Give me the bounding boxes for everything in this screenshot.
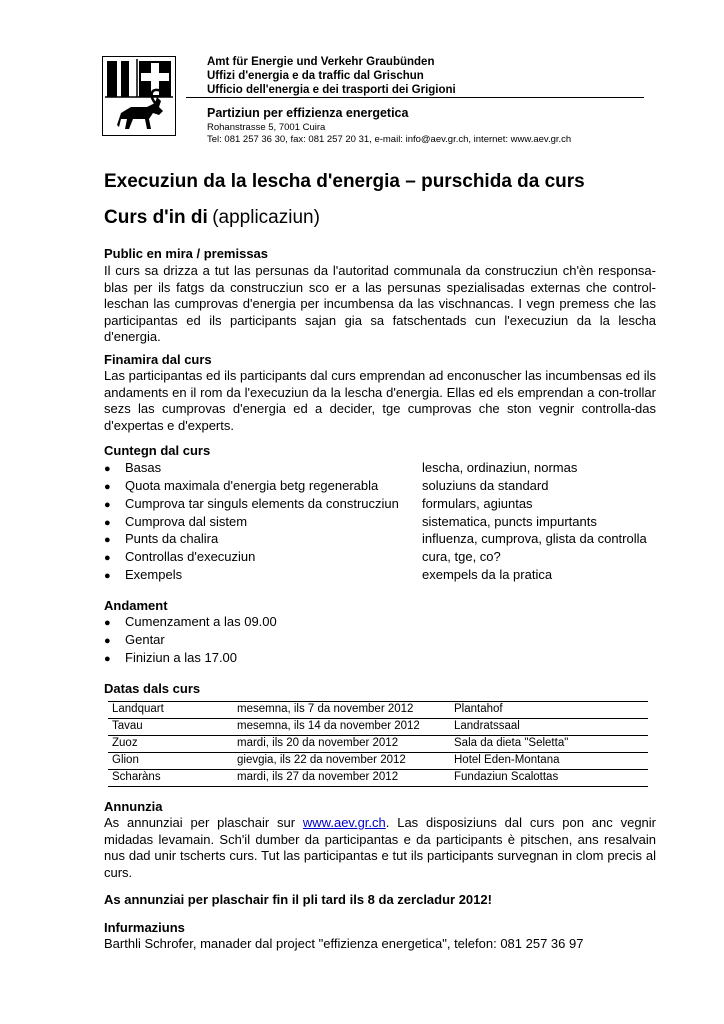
table-row bbox=[108, 736, 648, 753]
bullet-icon: ● bbox=[104, 481, 111, 493]
date-place: Glion bbox=[108, 753, 233, 770]
canton-coat-of-arms-logo bbox=[102, 56, 176, 136]
contact-line: Tel: 081 257 36 30, fax: 081 257 20 31, e-mail: info@aev.gr.ch, internet: www.aev.gr.ch bbox=[207, 134, 572, 145]
date-venue: Hotel Eden-Montana bbox=[450, 753, 648, 770]
bullet-icon: ● bbox=[104, 617, 111, 629]
content-detail: soluziuns da standard bbox=[422, 478, 549, 493]
schedule-item bbox=[104, 632, 111, 649]
content-topic: Quota maximala d'energia betg regenerabla bbox=[125, 478, 379, 493]
content-list-item bbox=[104, 514, 111, 531]
content-detail: exempels da la pratica bbox=[422, 567, 553, 582]
section-text-annunzia bbox=[104, 815, 656, 881]
content-detail: influenza, cumprova, glista da controlla bbox=[422, 531, 647, 546]
section-heading-infurmaziuns: Infurmaziuns bbox=[104, 920, 185, 935]
date-venue: Sala da dieta "Seletta" bbox=[450, 736, 648, 753]
content-list-item bbox=[104, 531, 111, 548]
table-row bbox=[108, 719, 648, 736]
content-detail: cura, tge, co? bbox=[422, 549, 501, 564]
date-place: Scharàns bbox=[108, 770, 233, 787]
date-place: Landquart bbox=[108, 702, 233, 719]
section-heading-public: Public en mira / premissas bbox=[104, 246, 269, 261]
date-venue: Landratssaal bbox=[450, 719, 648, 736]
content-topic: Cumprova dal sistem bbox=[125, 514, 248, 529]
bullet-icon: ● bbox=[104, 517, 111, 529]
contact-person: Barthli Schrofer, manader dal project "effizienza energetica", telefon: 081 257 36 97 bbox=[104, 936, 584, 951]
section-heading-andament: Andament bbox=[104, 598, 168, 613]
schedule-item bbox=[104, 614, 111, 631]
bullet-icon: ● bbox=[104, 570, 111, 582]
date-day: mardi, ils 27 da november 2012 bbox=[233, 770, 450, 787]
schedule-text: Finiziun a las 17.00 bbox=[125, 650, 238, 665]
registration-deadline: As annunziai per plaschair fin il pli tard ils 8 da zercladur 2012! bbox=[104, 892, 492, 907]
date-place: Tavau bbox=[108, 719, 233, 736]
department-name: Partiziun per effizienza energetica bbox=[207, 106, 409, 120]
date-place: Zuoz bbox=[108, 736, 233, 753]
date-day: mesemna, ils 14 da november 2012 bbox=[233, 719, 450, 736]
content-detail: formulars, agiuntas bbox=[422, 496, 533, 511]
bullet-icon: ● bbox=[104, 552, 111, 564]
date-venue: Plantahof bbox=[450, 702, 648, 719]
course-dates-table bbox=[108, 701, 648, 787]
section-heading-datas: Datas dals curs bbox=[104, 681, 201, 696]
document-title: Execuziun da la lescha d'energia – purschida da curs bbox=[104, 171, 585, 192]
org-name-de: Amt für Energie und Verkehr Graubünden bbox=[207, 56, 435, 68]
org-name-it: Ufficio dell'energia e dei trasporti dei Grigioni bbox=[207, 84, 456, 96]
bullet-icon: ● bbox=[104, 635, 111, 647]
schedule-text: Cumenzament a las 09.00 bbox=[125, 614, 277, 629]
content-topic: Punts da chalira bbox=[125, 531, 219, 546]
table-row bbox=[108, 770, 648, 787]
date-day: gievgia, ils 22 da november 2012 bbox=[233, 753, 450, 770]
section-text-public: Il curs sa drizza a tut las persunas da l'autoritad communala da construcziun ch'èn responsa-blas per ils fatgs da construcziun sco er a las persunas spezialisadas externas che control-leschan las cumprovas d'energia per incumbensa da las vischnancas. I vegn premess che las participantas ed ils participants sajan gia sa fatschentads cun l'execuziun da la lescha d'energia. bbox=[104, 263, 656, 344]
content-detail: sistematica, puncts impurtants bbox=[422, 514, 597, 529]
content-list-item bbox=[104, 549, 111, 566]
section-text-finamira: Las participantas ed ils participants dal curs emprendan ad enconuscher las incumbensas ed ils andaments en il rom da l'execuziun da la lescha d'energia. Ellas ed els emprendan a con-trollar sezs las cumprovas d'energia ed a decider, tge cumprovas che ston vegnir controlla-das d'expertas e d'experts. bbox=[104, 368, 656, 433]
bullet-icon: ● bbox=[104, 463, 111, 475]
content-list-item bbox=[104, 567, 111, 584]
content-topic: Exempels bbox=[125, 567, 183, 582]
content-topic: Cumprova tar singuls elements da construcziun bbox=[125, 496, 399, 511]
date-venue: Fundaziun Scalottas bbox=[450, 770, 648, 787]
header-rule bbox=[186, 97, 644, 98]
date-day: mesemna, ils 7 da november 2012 bbox=[233, 702, 450, 719]
date-day: mardi, ils 20 da november 2012 bbox=[233, 736, 450, 753]
schedule-text: Gentar bbox=[125, 632, 165, 647]
bullet-icon: ● bbox=[104, 534, 111, 546]
table-row bbox=[108, 702, 648, 719]
website-link[interactable]: www.aev.gr.ch bbox=[302, 815, 386, 830]
content-topic: Controllas d'execuziun bbox=[125, 549, 256, 564]
annunzia-text-before: As annunziai per plaschair sur bbox=[104, 815, 303, 830]
content-list-item bbox=[104, 460, 111, 477]
schedule-item bbox=[104, 650, 111, 667]
content-list-item bbox=[104, 496, 111, 513]
subtitle-normal: (applicaziun) bbox=[212, 207, 320, 228]
org-name-rm: Uffizi d'energia e da traffic dal Grischun bbox=[207, 70, 424, 82]
section-heading-annunzia: Annunzia bbox=[104, 799, 163, 814]
table-row bbox=[108, 753, 648, 770]
course-subtitle bbox=[104, 207, 320, 229]
content-list-item bbox=[104, 478, 111, 495]
bullet-icon: ● bbox=[104, 653, 111, 665]
address: Rohanstrasse 5, 7001 Cuira bbox=[207, 122, 326, 133]
content-detail: lescha, ordinaziun, normas bbox=[422, 460, 578, 475]
content-topic: Basas bbox=[125, 460, 162, 475]
section-heading-finamira: Finamira dal curs bbox=[104, 352, 212, 367]
section-heading-cuntegn: Cuntegn dal curs bbox=[104, 443, 211, 458]
subtitle-bold: Curs d'in di bbox=[104, 207, 208, 228]
annunzia-text-after: . Las disposiziuns dal curs pon anc vegnir midadas levamain. Sch'il dumber da participantas e da participants è pitschen, ans resalvain nus dad unir tscherts curs. Tut las participantas e tut ils participants survegnan in clom precis al curs. bbox=[104, 815, 656, 880]
bullet-icon: ● bbox=[104, 499, 111, 511]
